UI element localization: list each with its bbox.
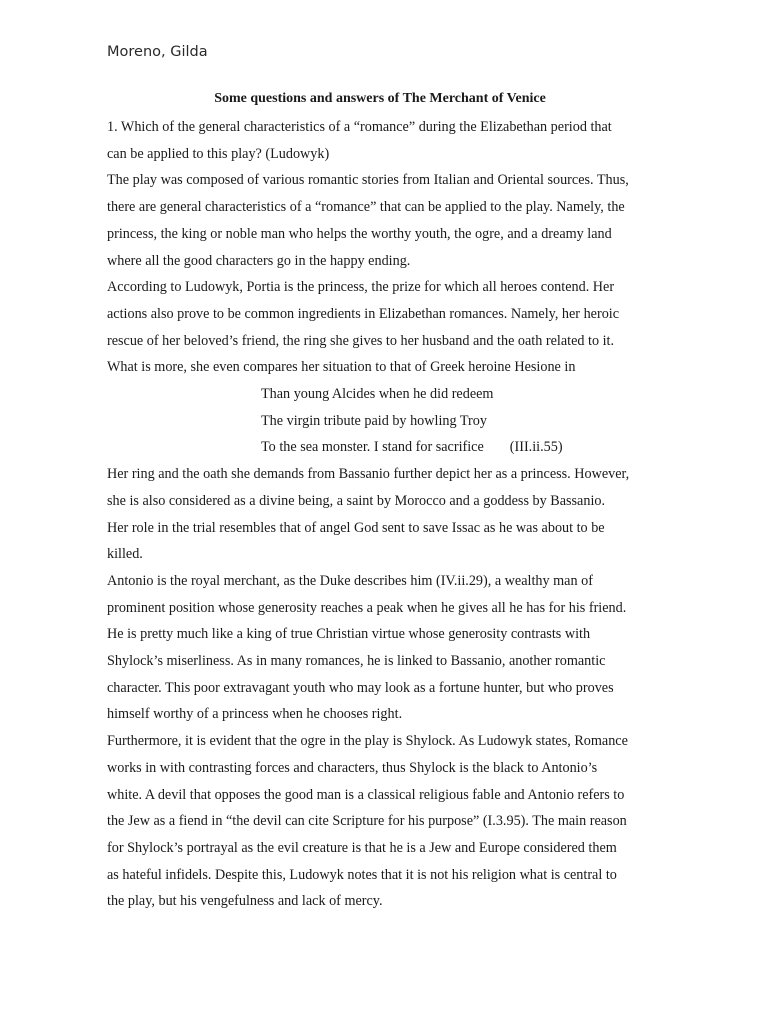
document-body — [107, 114, 663, 915]
text-line: He is pretty much like a king of true Christian virtue whose generosity contrasts with — [107, 626, 591, 643]
text-line: princess, the king or noble man who helps the worthy youth, the ogre, and a dreamy land — [107, 225, 612, 242]
text-line: the Jew as a fiend in “the devil can cite Scripture for his purpose” (I.3.95). The main reason — [107, 813, 627, 830]
text-line: there are general characteristics of a “romance” that can be applied to the play. Namely, the — [107, 199, 625, 216]
text-line: works in with contrasting forces and characters, thus Shylock is the black to Antonio’s — [107, 759, 598, 776]
text-line: white. A devil that opposes the good man is a classical religious fable and Antonio refers to — [107, 786, 625, 803]
verse-line — [107, 408, 663, 435]
text-line: killed. — [107, 546, 143, 563]
text-line: actions also prove to be common ingredients in Elizabethan romances. Namely, her heroic — [107, 305, 620, 322]
text-line: for Shylock’s portrayal as the evil creature is that he is a Jew and Europe considered them — [107, 839, 617, 856]
text-line: where all the good characters go in the happy ending. — [107, 252, 411, 269]
text-line: Her role in the trial resembles that of angel God sent to save Issac as he was about to be — [107, 519, 605, 536]
text-line: can be applied to this play? (Ludowyk) — [107, 145, 330, 162]
text-line: Furthermore, it is evident that the ogre in the play is Shylock. As Ludowyk states, Romance — [107, 733, 628, 750]
text-line: character. This poor extravagant youth who may look as a fortune hunter, but who proves — [107, 679, 614, 696]
text-line: Her ring and the oath she demands from Bassanio further depict her as a princess. However, — [107, 466, 630, 483]
verse-text: To the sea monster. I stand for sacrifice — [261, 439, 484, 456]
document-title: Some questions and answers of The Merchant of Venice — [214, 91, 546, 106]
text-line: rescue of her beloved’s friend, the ring she gives to her husband and the oath related to it. — [107, 332, 615, 349]
verse-text: The virgin tribute paid by howling Troy — [261, 412, 487, 429]
text-line: What is more, she even compares her situation to that of Greek heroine Hesione in — [107, 359, 576, 376]
text-line: Shylock’s miserliness. As in many romances, he is linked to Bassanio, another romantic — [107, 653, 606, 670]
text-line: The play was composed of various romantic stories from Italian and Oriental sources. Thus, — [107, 172, 629, 189]
verse-line — [107, 434, 663, 461]
verse-line — [107, 381, 663, 408]
text-line: According to Ludowyk, Portia is the princess, the prize for which all heroes contend. Her — [107, 279, 615, 296]
verse-text: Than young Alcides when he did redeem — [261, 386, 494, 403]
author-name: Moreno, Gilda — [107, 44, 208, 60]
text-line: the play, but his vengefulness and lack of mercy. — [107, 893, 383, 910]
text-line: himself worthy of a princess when he chooses right. — [107, 706, 403, 723]
text-line: as hateful infidels. Despite this, Ludowyk notes that it is not his religion what is central to — [107, 866, 617, 883]
text-line: Antonio is the royal merchant, as the Duke describes him (IV.ii.29), a wealthy man of — [107, 572, 593, 589]
text-line: 1. Which of the general characteristics of a “romance” during the Elizabethan period that — [107, 119, 612, 135]
text-line: prominent position whose generosity reaches a peak when he gives all he has for his friend. — [107, 599, 627, 616]
text-line: she is also considered as a divine being, a saint by Morocco and a goddess by Bassanio. — [107, 492, 606, 509]
verse-citation: (III.ii.55) — [509, 439, 563, 456]
